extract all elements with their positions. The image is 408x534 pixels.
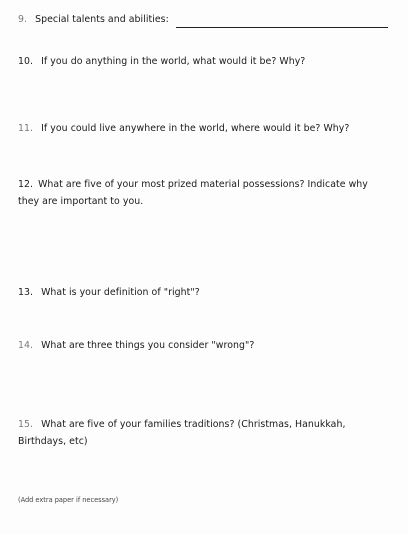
- question-9: [18, 11, 388, 28]
- extra-paper-note: (Add extra paper if necessary): [18, 496, 119, 504]
- question-11: [18, 120, 349, 137]
- question-number: 9.: [18, 14, 28, 25]
- question-text: If you do anything in the world, what would it be? Why?: [41, 56, 306, 67]
- question-text: What are five of your families traditions? (Christmas, Hanukkah, Birthdays, etc): [18, 419, 346, 447]
- question-number: 12.: [18, 179, 34, 190]
- question-text: What are five of your most prized material possessions? Indicate why they are important to you.: [18, 179, 368, 207]
- question-number: 10.: [18, 56, 34, 67]
- question-15: [18, 416, 390, 450]
- question-text: Special talents and abilities:: [35, 14, 169, 25]
- question-14: [18, 337, 254, 354]
- question-13: [18, 284, 200, 301]
- answer-line[interactable]: [176, 16, 388, 28]
- question-12: [18, 176, 390, 210]
- question-text: What are three things you consider "wrong"?: [41, 340, 255, 351]
- question-number: 15.: [18, 419, 34, 430]
- question-number: 14.: [18, 340, 34, 351]
- question-10: [18, 53, 305, 70]
- question-text: What is your definition of "right"?: [41, 287, 200, 298]
- question-number: 11.: [18, 123, 34, 134]
- question-text: If you could live anywhere in the world, where would it be? Why?: [41, 123, 350, 134]
- question-number: 13.: [18, 287, 34, 298]
